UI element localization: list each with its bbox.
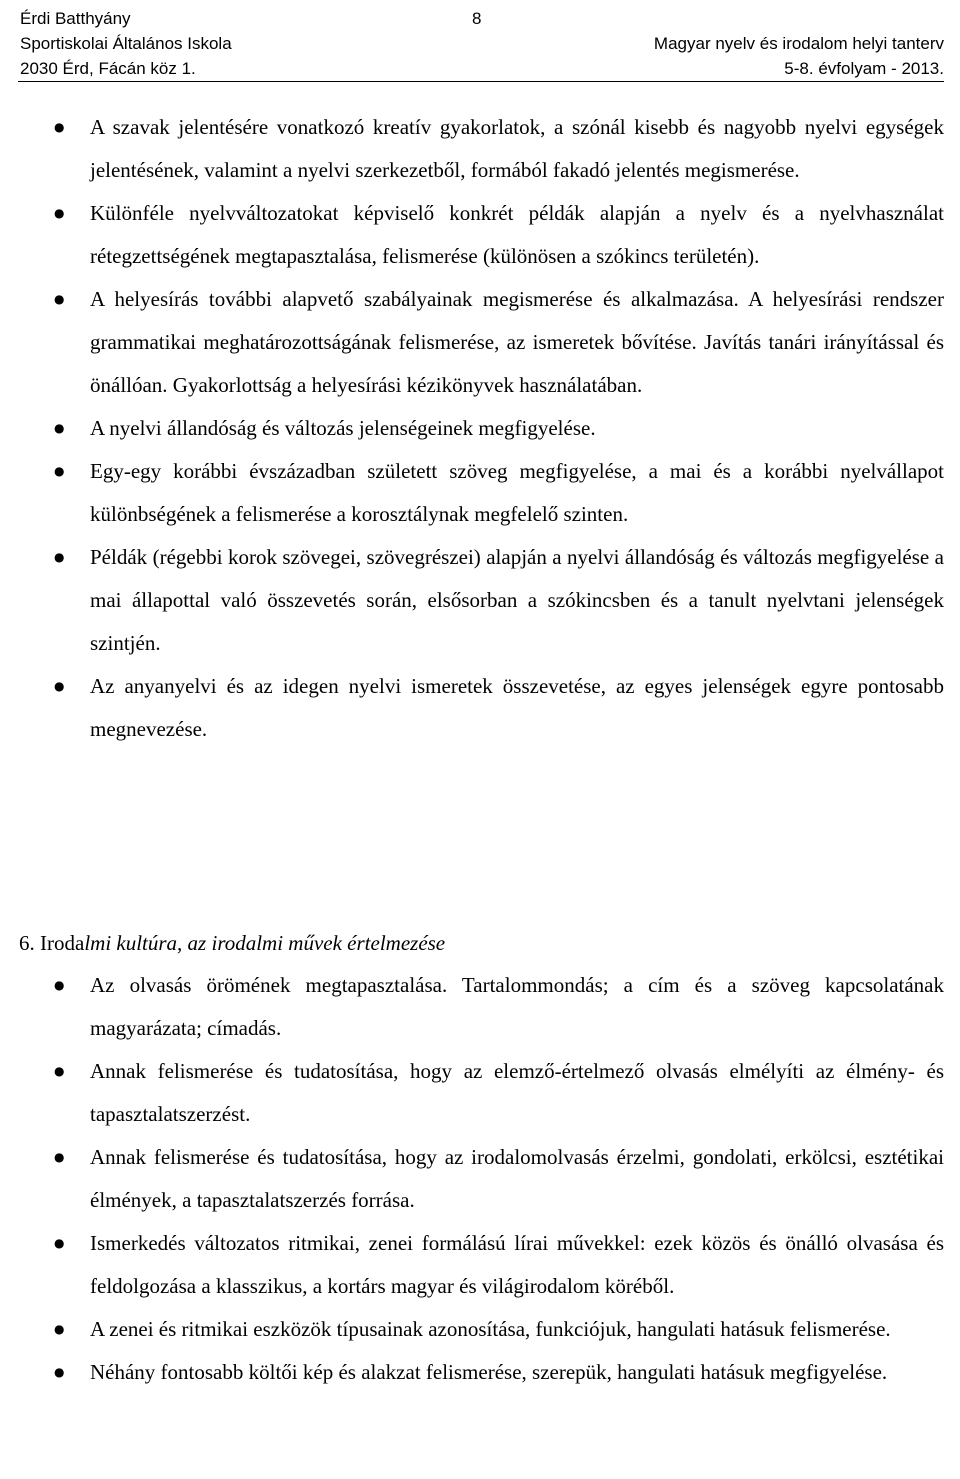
bullet-icon: ● xyxy=(54,1236,65,1250)
header-divider xyxy=(18,81,944,82)
bullet-icon: ● xyxy=(54,421,65,435)
section-title: lmi kultúra, az irodalmi művek értelmezése xyxy=(84,931,446,955)
bullet-list-literature xyxy=(0,964,960,1394)
list-item: ● A nyelvi állandóság és változás jelenségeinek megfigyelése. xyxy=(90,407,944,450)
school-address: 2030 Érd, Fácán köz 1. xyxy=(20,59,196,78)
list-item: ● A zenei és ritmikai eszközök típusainak azonosítása, funkciójuk, hangulati hatásuk felismerése. xyxy=(90,1308,944,1351)
list-item: ● Annak felismerése és tudatosítása, hogy az elemző-értelmező olvasás elmélyíti az élmény- és tapasztalatszerzést. xyxy=(90,1050,944,1136)
bullet-icon: ● xyxy=(54,1322,65,1336)
page-number: 8 xyxy=(472,9,482,28)
bullet-icon: ● xyxy=(54,464,65,478)
section-number: 6. Iroda xyxy=(19,931,85,955)
bullet-icon: ● xyxy=(54,978,65,992)
bullet-list-language xyxy=(0,106,960,751)
list-item: ● A szavak jelentésére vonatkozó kreatív gyakorlatok, a szónál kisebb és nagyobb nyelvi egységek jelentésének, valamint a nyelvi szerkezetből, formából fakadó jelentés megismerése. xyxy=(90,106,944,192)
list-item: ● Annak felismerése és tudatosítása, hogy az irodalomolvasás érzelmi, gondolati, erkölcsi, esztétikai élmények, a tapasztalatszerzés forrása. xyxy=(90,1136,944,1222)
bullet-icon: ● xyxy=(54,679,65,693)
curriculum-title: Magyar nyelv és irodalom helyi tanterv xyxy=(653,34,944,53)
bullet-icon: ● xyxy=(54,1365,65,1379)
bullet-icon: ● xyxy=(54,120,65,134)
school-name: Érdi Batthyány xyxy=(20,9,131,28)
grade-year: 5-8. évfolyam - 2013. xyxy=(784,59,944,78)
bullet-icon: ● xyxy=(54,206,65,220)
section-heading xyxy=(19,922,445,965)
list-item: ● Egy-egy korábbi évszázadban született szöveg megfigyelése, a mai és a korábbi nyelvállapot különbségének a felismerése a korosztálynak megfelelő szinten. xyxy=(90,450,944,536)
list-item: ● Az olvasás örömének megtapasztalása. Tartalommondás; a cím és a szöveg kapcsolatának magyarázata; címadás. xyxy=(90,964,944,1050)
list-item: ● Az anyanyelvi és az idegen nyelvi ismeretek összevetése, az egyes jelenségek egyre pontosabb megnevezése. xyxy=(90,665,944,751)
list-item: ● Különféle nyelvváltozatokat képviselő konkrét példák alapján a nyelv és a nyelvhasználat rétegzettségének megtapasztalása, felismerése (különösen a szókincs területén). xyxy=(90,192,944,278)
bullet-icon: ● xyxy=(54,1150,65,1164)
school-type: Sportiskolai Általános Iskola xyxy=(20,34,232,53)
list-item: ● Néhány fontosabb költői kép és alakzat felismerése, szerepük, hangulati hatásuk megfigyelése. xyxy=(90,1351,944,1394)
list-item: ● Ismerkedés változatos ritmikai, zenei formálású lírai művekkel: ezek közös és önálló olvasása és feldolgozása a klasszikus, a kortárs magyar és világirodalom köréből. xyxy=(90,1222,944,1308)
list-item: ● A helyesírás további alapvető szabályainak megismerése és alkalmazása. A helyesírási rendszer grammatikai meghatározottságának felismerése, az ismeretek bővítése. Javítás tanári irányítással és önállóan. Gyakorlottság a helyesírási kézikönyvek használatában. xyxy=(90,278,944,407)
page-header xyxy=(0,0,960,83)
list-item: ● Példák (régebbi korok szövegei, szövegrészei) alapján a nyelvi állandóság és változás megfigyelése a mai állapottal való összevetés során, elsősorban a szókincsben és a tanult nyelvtani jelenségek szintjén. xyxy=(90,536,944,665)
bullet-icon: ● xyxy=(54,550,65,564)
bullet-icon: ● xyxy=(54,1064,65,1078)
bullet-icon: ● xyxy=(54,292,65,306)
